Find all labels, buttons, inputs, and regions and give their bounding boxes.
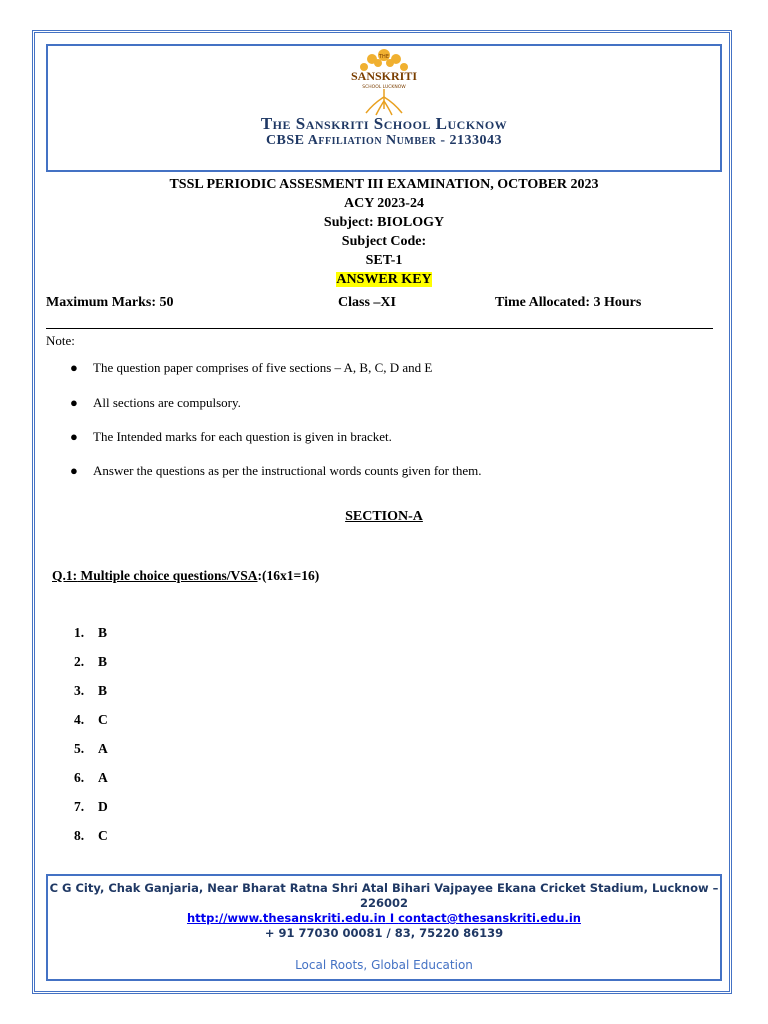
school-logo bbox=[336, 47, 432, 117]
school-name: The Sanskriti School Lucknow bbox=[260, 114, 508, 133]
answer-number: 1. bbox=[74, 625, 85, 640]
answer-value: C bbox=[98, 712, 108, 727]
answer-value: A bbox=[98, 741, 108, 756]
answer-number: 4. bbox=[74, 712, 85, 727]
footer-contact-line bbox=[0, 911, 768, 925]
note-item bbox=[70, 360, 432, 376]
footer-address-line2: 226002 bbox=[359, 896, 408, 910]
answer-value: D bbox=[98, 799, 108, 814]
note-item bbox=[70, 395, 241, 411]
q1-marks: :(16x1=16) bbox=[257, 568, 320, 583]
answer-value: A bbox=[98, 770, 108, 785]
section-title: SECTION-A bbox=[345, 509, 423, 524]
answer-value: B bbox=[98, 683, 108, 698]
class-label: Class –XI bbox=[338, 295, 396, 310]
answer-value: C bbox=[98, 828, 108, 843]
academic-year: ACY 2023-24 bbox=[344, 196, 424, 211]
note-text: All sections are compulsory. bbox=[93, 395, 241, 410]
answer-value: B bbox=[98, 654, 108, 669]
answer-item bbox=[74, 741, 108, 757]
answer-value: B bbox=[98, 625, 108, 640]
answer-number: 5. bbox=[74, 741, 85, 756]
answer-key-row bbox=[0, 272, 768, 288]
note-label: Note: bbox=[46, 333, 75, 348]
question-1-heading bbox=[52, 568, 319, 584]
note-text: The Intended marks for each question is given in bracket. bbox=[93, 429, 392, 444]
affiliation-number: CBSE Affiliation Number - 2133043 bbox=[265, 133, 503, 148]
answer-item bbox=[74, 712, 108, 728]
answer-item bbox=[74, 799, 108, 815]
answer-number: 3. bbox=[74, 683, 85, 698]
bullet-icon: ● bbox=[70, 395, 78, 410]
q1-label: Q.1: bbox=[52, 568, 78, 583]
logo-text: SANSKRITI bbox=[350, 69, 418, 83]
answer-item bbox=[74, 828, 108, 844]
bullet-icon: ● bbox=[70, 463, 78, 478]
note-item bbox=[70, 429, 392, 445]
answer-number: 8. bbox=[74, 828, 85, 843]
footer-phone: + 91 77030 00081 / 83, 75220 86139 bbox=[264, 926, 504, 940]
max-marks: Maximum Marks: 50 bbox=[46, 295, 174, 310]
footer-separator: I bbox=[385, 911, 399, 925]
answer-item bbox=[74, 770, 108, 786]
bullet-icon: ● bbox=[70, 360, 78, 375]
answer-number: 6. bbox=[74, 770, 85, 785]
website-link[interactable]: http://www.thesanskriti.edu.in bbox=[186, 911, 386, 925]
tree-leaves bbox=[360, 49, 408, 71]
logo-top-text: THE bbox=[379, 54, 389, 60]
answer-number: 2. bbox=[74, 654, 85, 669]
answer-item bbox=[74, 683, 107, 699]
tree-branches bbox=[366, 89, 402, 115]
footer-tagline: Local Roots, Global Education bbox=[295, 958, 473, 972]
footer-address-line1: C G City, Chak Ganjaria, Near Bharat Ratna Shri Atal Bihari Vajpayee Ekana Cricket Stadium, Lucknow – bbox=[49, 881, 719, 895]
q1-title: Multiple choice questions/VSA bbox=[77, 568, 258, 583]
bullet-icon: ● bbox=[70, 429, 78, 444]
note-text: The question paper comprises of five sections – A, B, C, D and E bbox=[93, 360, 433, 375]
answer-number: 7. bbox=[74, 799, 85, 814]
note-item bbox=[70, 463, 481, 479]
logo-sub-text: SCHOOL LUCKNOW bbox=[362, 85, 406, 90]
divider bbox=[46, 328, 713, 329]
answer-item bbox=[74, 625, 107, 641]
subject-code: Subject Code: bbox=[341, 234, 427, 249]
exam-title: TSSL PERIODIC ASSESMENT III EXAMINATION, OCTOBER 2023 bbox=[169, 177, 599, 192]
set-number: SET-1 bbox=[365, 253, 403, 268]
time-allocated: Time Allocated: 3 Hours bbox=[495, 295, 642, 310]
answer-key-label: ANSWER KEY bbox=[336, 272, 432, 287]
answer-item bbox=[74, 654, 107, 670]
subject: Subject: BIOLOGY bbox=[323, 215, 445, 230]
note-text: Answer the questions as per the instructional words counts given for them. bbox=[93, 463, 482, 478]
email-link[interactable]: contact@thesanskriti.edu.in bbox=[398, 911, 581, 925]
